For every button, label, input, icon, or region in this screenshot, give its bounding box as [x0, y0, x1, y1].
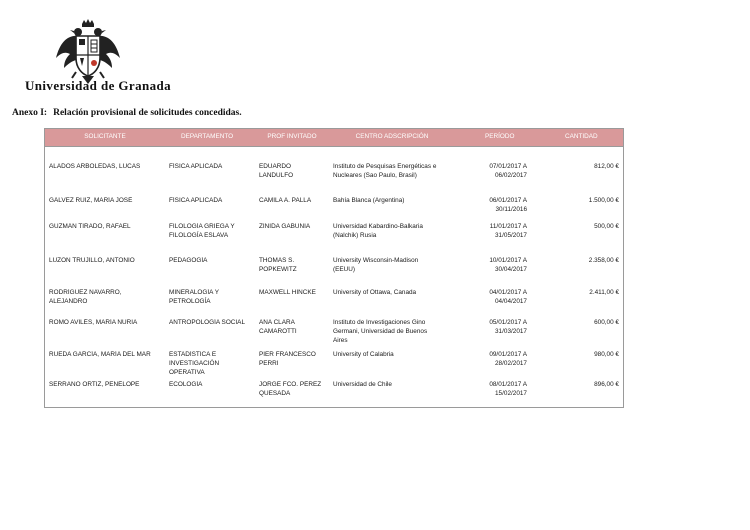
cell-prof-invitado-line: THOMAS S. — [259, 257, 295, 264]
cell-departamento-line: INVESTIGACIÓN — [169, 359, 220, 367]
cell-prof-invitado — [255, 223, 329, 257]
cell-periodo-line: 30/11/2016 — [495, 205, 527, 213]
cell-prof-invitado-line: ANA CLARA — [259, 319, 295, 326]
table-row — [45, 319, 623, 351]
cell-centro-line: University of Calabria — [333, 351, 394, 358]
cell-solicitante-line: LUZÓN TRUJILLO, ANTONIO — [49, 257, 135, 264]
cell-prof-invitado-line: MAXWELL HINCKE — [259, 289, 316, 296]
table-row — [45, 289, 623, 319]
column-header-centro: CENTRO ADSCRIPCIÓN — [355, 133, 429, 140]
cell-departamento-line: ESTADÍSTICA E — [169, 351, 217, 358]
cell-solicitante-line: GÁLVEZ RUIZ, MARÍA JOSÉ — [49, 197, 133, 204]
cell-cantidad: 812,00 € — [594, 163, 619, 170]
cell-departamento-line: PETROLOGÍA — [169, 297, 211, 305]
column-header-solicitante: SOLICITANTE — [84, 133, 126, 140]
cell-solicitante-line: SERRANO ORTIZ, PENÉLOPE — [49, 381, 140, 388]
cell-solicitante-line: ALADOS ARBOLEDAS, LUCAS — [49, 163, 141, 170]
cell-solicitante — [45, 197, 165, 223]
cell-departamento — [165, 381, 255, 407]
cell-centro-line: Universidad de Chile — [333, 381, 392, 388]
cell-periodo-line: 30/04/2017 — [495, 265, 527, 273]
cell-departamento-line: OPERATIVA — [169, 368, 205, 376]
cell-departamento-line: FILOLOGÍA ESLAVA — [169, 231, 229, 239]
grants-table — [44, 128, 624, 408]
cell-periodo-line: 31/03/2017 — [495, 327, 527, 335]
cell-periodo — [455, 197, 537, 223]
cell-prof-invitado-line: EDUARDO — [259, 163, 291, 170]
cell-centro — [329, 319, 455, 351]
cell-solicitante — [45, 223, 165, 257]
cell-prof-invitado-line: POPKEWITZ — [259, 265, 297, 273]
cell-centro-line: (EEUU) — [333, 265, 356, 273]
table-row — [45, 351, 623, 381]
annex-title: Relación provisional de solicitudes concedidas. — [53, 108, 242, 118]
cell-cantidad: 896,00 € — [594, 381, 619, 388]
cell-centro-line: Nucleares (Sao Paulo, Brasil) — [333, 171, 417, 179]
cell-centro-line: Instituto de Investigaciones Gino — [333, 319, 426, 326]
cell-prof-invitado — [255, 381, 329, 407]
column-header-periodo: PERÍODO — [485, 133, 515, 140]
annex-heading — [12, 108, 242, 118]
cell-periodo-line: 06/01/2017 A — [489, 197, 527, 204]
annex-label: Anexo I: — [12, 108, 48, 118]
cell-prof-invitado-line: CAMILA A. PALLA — [259, 197, 312, 204]
cell-solicitante — [45, 381, 165, 407]
cell-solicitante-line: ROMO AVILÉS, MARÍA NURIA — [49, 319, 138, 326]
cell-prof-invitado-line: CAMAROTTI — [259, 327, 297, 335]
cell-centro-line: (Nalchik) Rusia — [333, 231, 377, 239]
cell-departamento — [165, 163, 255, 197]
cell-periodo — [455, 289, 537, 319]
cell-departamento — [165, 223, 255, 257]
cell-solicitante — [45, 289, 165, 319]
cell-centro — [329, 257, 455, 289]
cell-departamento-line: FÍSICA APLICADA — [169, 197, 223, 204]
cell-departamento-line: FILOLOGÍA GRIEGA Y — [169, 223, 235, 230]
cell-periodo-line: 04/01/2017 A — [489, 289, 527, 296]
table-row — [45, 381, 623, 407]
university-name: Universidad de Granada — [25, 78, 172, 93]
cell-prof-invitado-line: JORGE FCO. PÉREZ — [259, 381, 322, 388]
cell-prof-invitado — [255, 197, 329, 223]
cell-cantidad: 500,00 € — [594, 223, 619, 230]
cell-periodo-line: 04/04/2017 — [495, 297, 527, 305]
table-body — [45, 163, 623, 407]
cell-prof-invitado-line: QUESADA — [259, 389, 291, 397]
cell-departamento-line: PEDAGOGÍA — [169, 257, 208, 264]
cell-periodo-line: 11/01/2017 A — [489, 223, 527, 230]
cell-periodo-line: 15/02/2017 — [495, 389, 527, 397]
column-header-prof-invitado: PROF INVITADO — [267, 133, 317, 140]
cell-departamento — [165, 319, 255, 351]
cell-periodo-line: 05/01/2017 A — [489, 319, 527, 326]
cell-prof-invitado — [255, 319, 329, 351]
cell-centro-line: Bahía Blanca (Argentina) — [333, 197, 405, 204]
cell-departamento-line: MINERALOGÍA Y — [169, 289, 219, 296]
cell-centro — [329, 223, 455, 257]
cell-cantidad: 600,00 € — [594, 319, 619, 326]
cell-periodo-line: 06/02/2017 — [495, 171, 527, 179]
cell-solicitante-line: RUEDA GARCÍA, MARÍA DEL MAR — [49, 351, 151, 358]
cell-cantidad: 2.358,00 € — [588, 257, 619, 264]
cell-periodo — [455, 163, 537, 197]
cell-solicitante — [45, 163, 165, 197]
cell-periodo — [455, 223, 537, 257]
cell-departamento — [165, 289, 255, 319]
cell-departamento-line: ANTROPOLOGÍA SOCIAL — [169, 319, 245, 326]
cell-periodo — [455, 381, 537, 407]
cell-centro-line: University Wisconsin-Madison — [333, 257, 419, 264]
cell-periodo-line: 31/05/2017 — [495, 231, 527, 239]
cell-centro — [329, 351, 455, 381]
university-crest-logo — [54, 18, 122, 86]
cell-departamento — [165, 197, 255, 223]
cell-periodo — [455, 257, 537, 289]
column-header-departamento: DEPARTAMENTO — [181, 133, 234, 140]
cell-departamento-line: FÍSICA APLICADA — [169, 163, 223, 170]
cell-centro — [329, 381, 455, 407]
cell-solicitante-line: RODRÍGUEZ NAVARRO, — [49, 289, 122, 296]
cell-centro-line: University of Ottawa, Canada — [333, 289, 417, 296]
cell-prof-invitado — [255, 257, 329, 289]
column-header-cantidad: CANTIDAD — [565, 133, 598, 140]
table-row — [45, 257, 623, 289]
cell-solicitante-line: GUZMÁN TIRADO, RAFAEL — [49, 223, 131, 230]
cell-departamento — [165, 257, 255, 289]
cell-cantidad: 980,00 € — [594, 351, 619, 358]
cell-centro-line: Germani, Universidad de Buenos — [333, 327, 428, 335]
cell-cantidad: 2.411,00 € — [589, 289, 619, 296]
cell-periodo-line: 08/01/2017 A — [489, 381, 527, 388]
cell-departamento — [165, 351, 255, 381]
cell-solicitante — [45, 257, 165, 289]
cell-prof-invitado-line: ZINIDA GABUNIA — [259, 223, 311, 230]
header-divider — [45, 146, 623, 163]
cell-solicitante-line: ALEJANDRO — [49, 297, 88, 305]
cell-periodo — [455, 351, 537, 381]
cell-centro-line: Instituto de Pesquisas Energéticas e — [333, 163, 437, 170]
cell-solicitante — [45, 351, 165, 381]
cell-departamento-line: ECOLOGÍA — [169, 381, 203, 388]
cell-prof-invitado — [255, 163, 329, 197]
cell-periodo — [455, 319, 537, 351]
table-row — [45, 163, 623, 197]
table-row — [45, 223, 623, 257]
table-row — [45, 197, 623, 223]
cell-centro — [329, 197, 455, 223]
cell-centro-line: Aires — [333, 336, 348, 344]
cell-cantidad: 1.500,00 € — [588, 197, 619, 204]
cell-periodo-line: 07/01/2017 A — [489, 163, 527, 170]
cell-solicitante — [45, 319, 165, 351]
cell-periodo-line: 28/02/2017 — [495, 359, 527, 367]
cell-centro — [329, 289, 455, 319]
cell-prof-invitado-line: PERRI — [259, 359, 279, 367]
table-header-row — [45, 128, 623, 146]
cell-prof-invitado-line: PIER FRANCESCO — [259, 351, 316, 358]
cell-centro — [329, 163, 455, 197]
cell-prof-invitado-line: LANDULFO — [259, 171, 294, 179]
cell-prof-invitado — [255, 289, 329, 319]
cell-periodo-line: 10/01/2017 A — [489, 257, 527, 264]
cell-prof-invitado — [255, 351, 329, 381]
cell-centro-line: Universidad Kabardino-Balkaria — [333, 223, 423, 230]
cell-periodo-line: 09/01/2017 A — [489, 351, 527, 358]
